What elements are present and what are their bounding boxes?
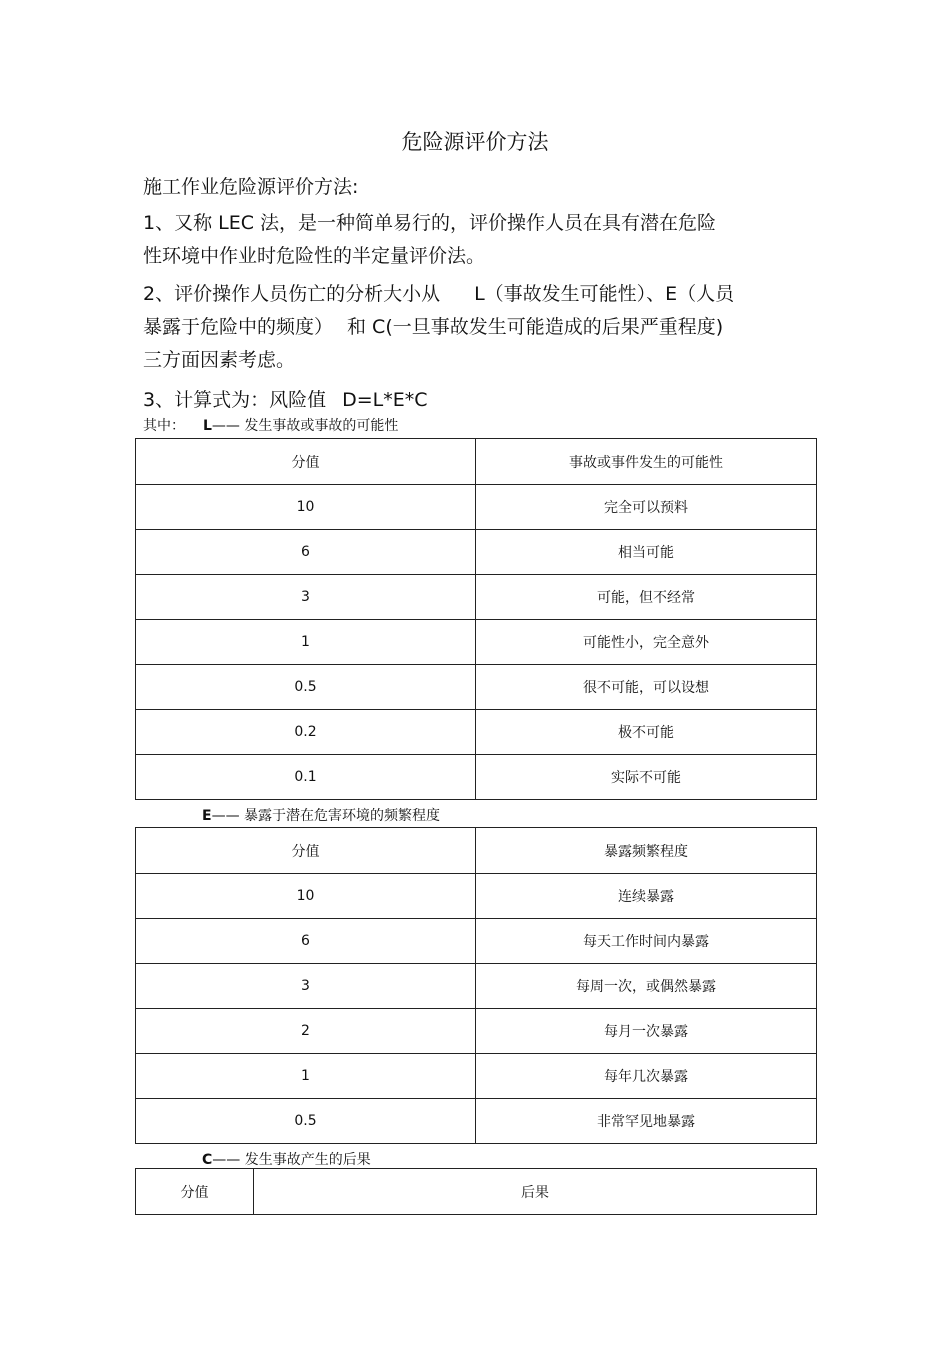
- table-row: [136, 1009, 817, 1054]
- formula-label: 3、计算式为：风险值: [143, 389, 327, 411]
- caption-e: [202, 805, 440, 825]
- table-l-desc: 相当可能: [476, 530, 817, 575]
- table-e-desc: 每月一次暴露: [476, 1009, 817, 1054]
- table-e-desc: 每年几次暴露: [476, 1054, 817, 1099]
- paragraph-2: [143, 278, 823, 377]
- table-row: [136, 1054, 817, 1099]
- caption-e-text: —— 暴露于潜在危害环境的频繁程度: [211, 808, 441, 824]
- table-l-score: 10: [136, 485, 476, 530]
- caption-l-text: —— 发生事故或事故的可能性: [211, 418, 399, 434]
- table-row: [136, 485, 817, 530]
- table-e-header-score: 分值: [136, 828, 476, 874]
- table-l-score: 6: [136, 530, 476, 575]
- table-e-score: 6: [136, 919, 476, 964]
- table-l-desc: 极不可能: [476, 710, 817, 755]
- page-title: 危险源评价方法: [401, 130, 549, 154]
- table-row: [136, 710, 817, 755]
- table-c-header-consequence: 后果: [254, 1169, 817, 1215]
- table-l-desc: 可能性小，完全意外: [476, 620, 817, 665]
- table-e-desc: 连续暴露: [476, 874, 817, 919]
- table-e-score: 0.5: [136, 1099, 476, 1144]
- table-row: [136, 575, 817, 620]
- caption-e-letter: E: [202, 808, 212, 824]
- table-e-score: 10: [136, 874, 476, 919]
- table-l-desc: 可能，但不经常: [476, 575, 817, 620]
- table-l: [135, 438, 817, 800]
- paragraph-1: [143, 207, 823, 273]
- table-row: [136, 1099, 817, 1144]
- table-l-desc: 实际不可能: [476, 755, 817, 800]
- table-l-header-score: 分值: [136, 439, 476, 485]
- formula-line: [143, 384, 823, 417]
- table-l-score: 0.2: [136, 710, 476, 755]
- intro-text: 施工作业危险源评价方法:: [143, 176, 359, 198]
- paragraph-1-line-1: 1、又称 LEC 法，是一种简单易行的，评价操作人员在具有潜在危险: [143, 212, 717, 234]
- caption-c: [202, 1149, 371, 1169]
- table-e-header-desc: 暴露频繁程度: [476, 828, 817, 874]
- intro-paragraph: [143, 171, 823, 204]
- table-e: [135, 827, 817, 1144]
- table-l-score: 0.1: [136, 755, 476, 800]
- table-l-desc: 完全可以预料: [476, 485, 817, 530]
- table-c-header-score: 分值: [136, 1169, 254, 1215]
- paragraph-2-line-2: [143, 311, 823, 344]
- table-l-score: 1: [136, 620, 476, 665]
- caption-c-letter: C: [202, 1152, 213, 1168]
- table-row: [136, 919, 817, 964]
- table-c: [135, 1168, 817, 1215]
- table-row: [136, 530, 817, 575]
- table-row: [136, 964, 817, 1009]
- paragraph-2-line-1-a: 2、评价操作人员伤亡的分析大小从: [143, 283, 441, 305]
- paragraph-2-line-2-a: 暴露于危险中的频度）: [143, 316, 334, 338]
- table-row: [136, 665, 817, 710]
- table-l-header-desc: 事故或事件发生的可能性: [476, 439, 817, 485]
- paragraph-2-line-1-b: L（事故发生可能性）、E（人员: [474, 283, 735, 305]
- table-c-header-row: [136, 1169, 817, 1215]
- paragraph-1-line-2: 性环境中作业时危险性的半定量评价法。: [143, 245, 486, 267]
- table-row: [136, 874, 817, 919]
- caption-c-text: —— 发生事故产生的后果: [212, 1152, 371, 1168]
- table-row: [136, 755, 817, 800]
- caption-l-prefix: 其中：: [143, 418, 185, 434]
- paragraph-2-line-2-b: 和 C(一旦事故发生可能造成的后果严重程度): [347, 316, 724, 338]
- table-e-header-row: [136, 828, 817, 874]
- paragraph-2-line-1: [143, 278, 823, 311]
- caption-l: [143, 415, 398, 435]
- table-e-desc: 非常罕见地暴露: [476, 1099, 817, 1144]
- table-l-header-row: [136, 439, 817, 485]
- paragraph-3: [143, 384, 823, 417]
- paragraph-2-line-3: 三方面因素考虑。: [143, 349, 296, 371]
- formula-expression: D=L*E*C: [342, 389, 428, 411]
- table-e-desc: 每天工作时间内暴露: [476, 919, 817, 964]
- table-e-score: 1: [136, 1054, 476, 1099]
- table-l-score: 3: [136, 575, 476, 620]
- caption-l-letter: L: [203, 418, 212, 434]
- table-e-score: 2: [136, 1009, 476, 1054]
- table-e-desc: 每周一次，或偶然暴露: [476, 964, 817, 1009]
- table-e-score: 3: [136, 964, 476, 1009]
- table-l-desc: 很不可能，可以设想: [476, 665, 817, 710]
- table-l-score: 0.5: [136, 665, 476, 710]
- table-row: [136, 620, 817, 665]
